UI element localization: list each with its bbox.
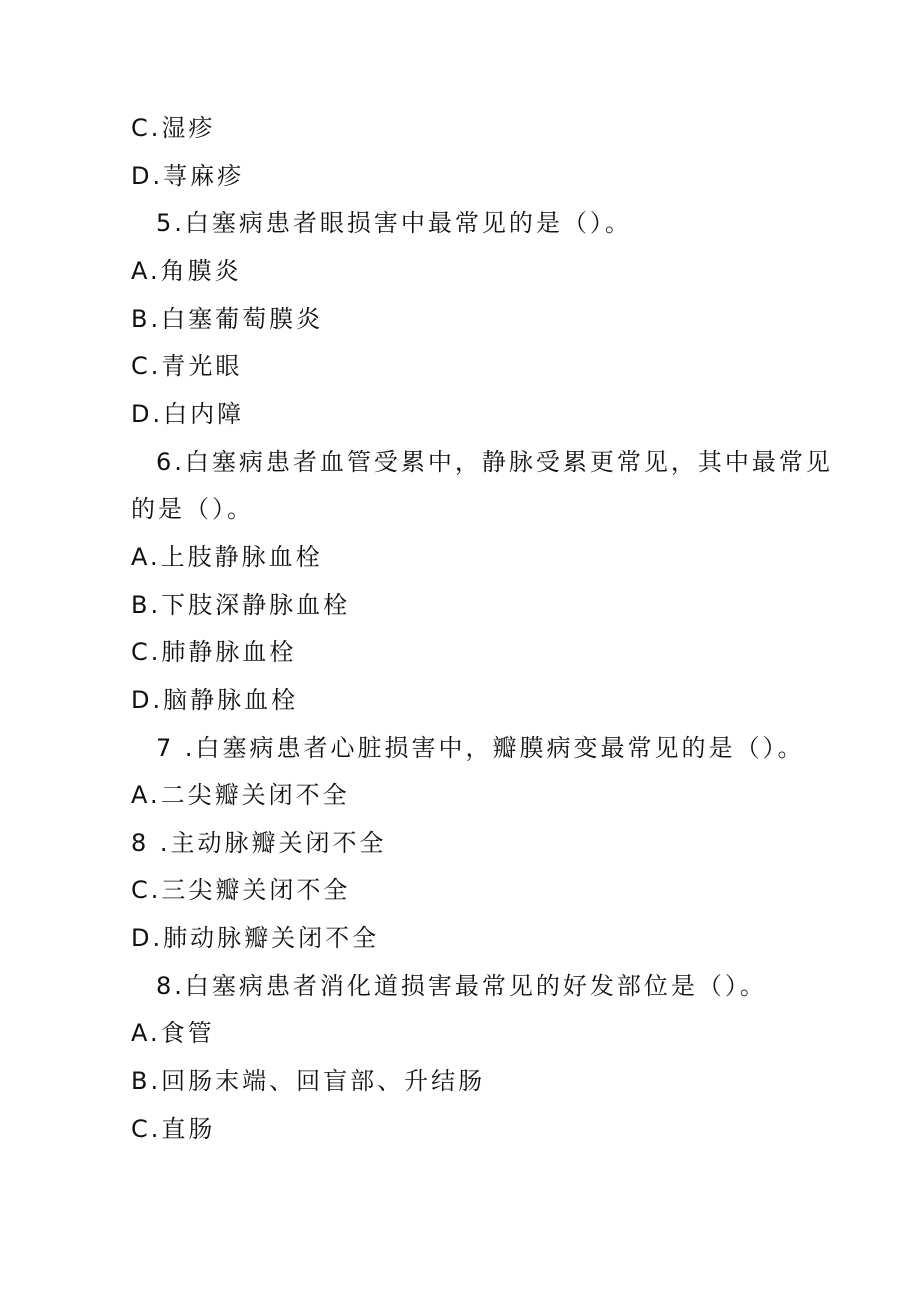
option-d-q4: D.荨麻疹 [131,162,245,190]
option-c-q5: C.青光眼 [131,352,243,380]
question-7: 7 .白塞病患者心脏损害中，瓣膜病变最常见的是（）。 [156,734,805,762]
option-a-q8: A.食管 [131,1019,215,1047]
option-c-q7: C.三尖瓣关闭不全 [131,876,351,904]
option-a-q7: A.二尖瓣关闭不全 [131,781,350,809]
option-c-q8: C.直肠 [131,1115,216,1143]
option-b-q5: B.白塞葡萄膜炎 [131,305,324,333]
option-a-q6: A.上肢静脉血栓 [131,543,323,571]
option-c-q4: C.湿疹 [131,114,216,142]
option-a-q5: A.角膜炎 [131,257,242,285]
question-6-continued: 的是（）。 [131,495,254,523]
option-b-q7: 8 .主动脉瓣关闭不全 [131,829,387,857]
question-8: 8.白塞病患者消化道损害最常见的好发部位是（）。 [156,972,767,1000]
option-d-q7: D.肺动脉瓣关闭不全 [131,924,380,952]
option-c-q6: C.肺静脉血栓 [131,638,297,666]
question-5: 5.白塞病患者眼损害中最常见的是（）。 [156,209,632,237]
question-6: 6.白塞病患者血管受累中，静脉受累更常见，其中最常见 [156,448,833,476]
option-b-q6: B.下肢深静脉血栓 [131,591,351,619]
option-d-q6: D.脑静脉血栓 [131,686,299,714]
option-b-q8: B.回肠末端、回盲部、升结肠 [131,1067,486,1095]
option-d-q5: D.白内障 [131,400,245,428]
